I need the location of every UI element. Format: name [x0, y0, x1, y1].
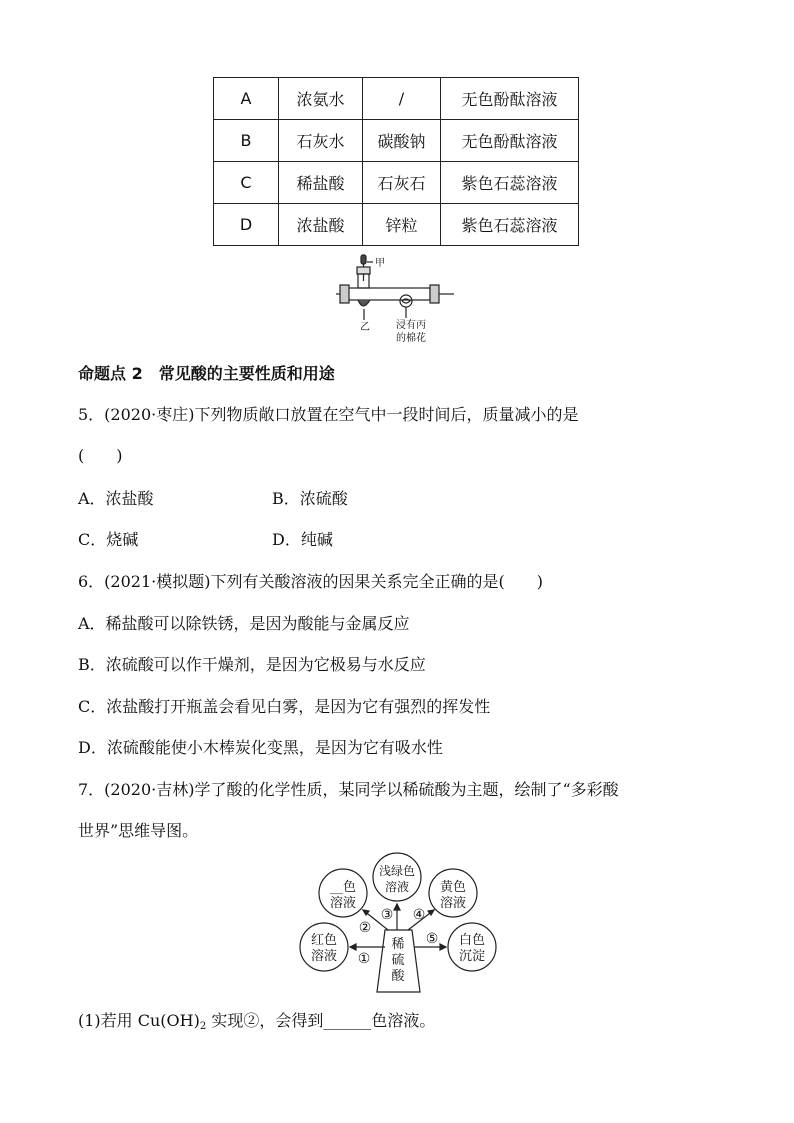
- yellow-label-2: 溶液: [439, 896, 467, 911]
- bottom-bulb: [358, 300, 370, 306]
- num-3: ③: [380, 907, 394, 923]
- table-cell: 无色酚酞溶液: [441, 78, 579, 120]
- apparatus-figure: [330, 252, 465, 347]
- q6-option-a: A．稀盐酸可以除铁锈，是因为酸能与金属反应: [78, 614, 410, 633]
- table-cell: C: [214, 162, 279, 204]
- red-label-1: 红色: [310, 933, 338, 948]
- num-4: ④: [412, 907, 426, 923]
- white-label-1: 白色: [458, 933, 486, 948]
- blank-label-2: 溶液: [329, 896, 357, 911]
- table-cell: D: [214, 204, 279, 246]
- q5-answer-paren: ( ): [78, 446, 123, 465]
- table-cell: 浓盐酸: [279, 204, 363, 246]
- label-cotton-line-2: 的棉花: [396, 333, 426, 344]
- table-cell: 石灰石: [363, 162, 441, 204]
- label-jia: 甲: [375, 258, 385, 269]
- table-cell: 碳酸钠: [363, 120, 441, 162]
- q6-option-d: D．浓硫酸能使小木棒炭化变黑，是因为它有吸水性: [78, 738, 443, 757]
- table-cell: 稀盐酸: [279, 162, 363, 204]
- label-cotton-line-1: 浸有丙: [396, 320, 426, 331]
- green-label-1: 浅绿色: [378, 864, 416, 878]
- q7-stem-line-2: 世界”思维导图。: [78, 821, 199, 840]
- q5-option-b: B．浓硫酸: [272, 489, 348, 508]
- table-row: [214, 204, 579, 246]
- stopper: [357, 267, 370, 274]
- q6-option-c: C．浓盐酸打开瓶盖会看见白雾，是因为它有强烈的挥发性: [78, 697, 491, 716]
- table-cell: 锌粒: [363, 204, 441, 246]
- q7-sub-1: (1)若用 $Cu(OH)_2$ 实现②，会得到______色溶液。: [78, 1011, 436, 1032]
- table-cell: A: [214, 78, 279, 120]
- table-cell: /: [363, 78, 441, 120]
- table-row: [214, 120, 579, 162]
- q6-option-b: B．浓硫酸可以作干燥剂，是因为它极易与水反应: [78, 655, 426, 674]
- q5-stem: 5．(2020·枣庄)下列物质敞口放置在空气中一段时间后，质量减小的是: [78, 405, 579, 424]
- table-cell: 无色酚酞溶液: [441, 120, 579, 162]
- right-stopper: [430, 285, 439, 303]
- mind-map-diagram: [290, 852, 510, 1002]
- num-5: ⑤: [425, 931, 439, 947]
- dropper-bulb: [361, 255, 366, 264]
- table-cell: B: [214, 120, 279, 162]
- center-char-1: 稀: [391, 937, 405, 952]
- table-row: [214, 162, 579, 204]
- q5-option-c: C．烧碱: [78, 530, 139, 549]
- q5-option-a: A．浓盐酸: [78, 489, 154, 508]
- white-label-2: 沉淀: [458, 949, 486, 964]
- q7-stem-line-1: 7．(2020·吉林)学了酸的化学性质，某同学以稀硫酸为主题，绘制了“多彩酸: [78, 780, 619, 799]
- center-char-3: 酸: [391, 969, 405, 984]
- label-yi: 乙: [360, 322, 370, 333]
- q5-option-d: D．纯碱: [272, 530, 333, 549]
- left-stopper: [340, 285, 349, 303]
- red-label-2: 溶液: [310, 949, 338, 964]
- table-cell: 石灰水: [279, 120, 363, 162]
- table-row: [214, 78, 579, 120]
- horizontal-tube: [348, 288, 430, 300]
- center-char-2: 硫: [391, 953, 405, 968]
- q6-stem: 6．(2021·模拟题)下列有关酸溶液的因果关系完全正确的是( ): [78, 572, 543, 591]
- section-heading: 命题点 2 常见酸的主要性质和用途: [78, 364, 335, 383]
- table-cell: 紫色石蕊溶液: [441, 162, 579, 204]
- yellow-label-1: 黄色: [439, 880, 467, 895]
- green-label-2: 溶液: [384, 880, 410, 894]
- blank-label-1: __色: [329, 880, 357, 895]
- table-cell: 浓氨水: [279, 78, 363, 120]
- table-cell: 紫色石蕊溶液: [441, 204, 579, 246]
- num-1: ①: [357, 951, 371, 967]
- options-table: [213, 77, 579, 246]
- num-2: ②: [358, 920, 372, 936]
